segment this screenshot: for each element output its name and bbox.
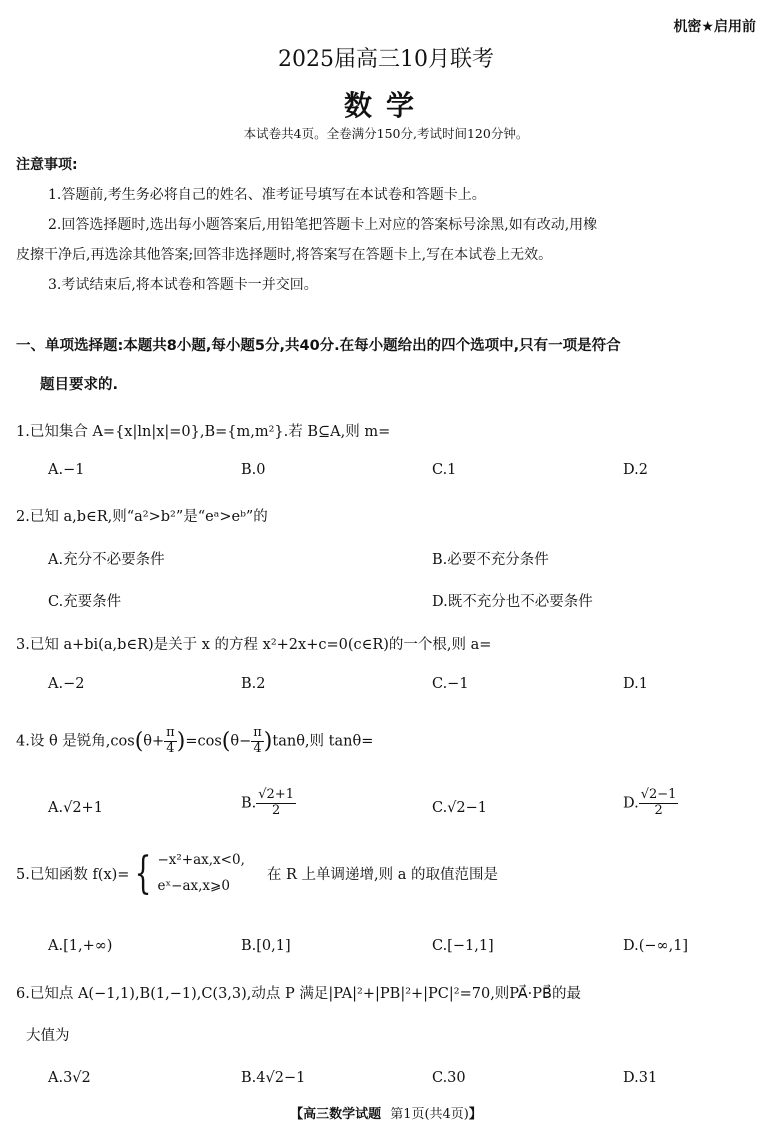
page-footer [0,1103,772,1122]
question-4-option-c: C.√2−1 [432,800,488,816]
question-4-stem-prefix: 4.设 θ 是锐角,cos [16,733,135,750]
pi-numerator-2: π [253,725,262,740]
question-1-option-c: C.1 [432,462,457,478]
section-heading-line-1: 一、单项选择题:本题共8小题,每小题5分,共40分.在每小题给出的四个选项中,只有一项是符合 [16,338,621,354]
question-6-option-a: A.3√2 [48,1070,91,1086]
question-4-stem-suffix: tanθ,则 tanθ= [272,733,374,750]
question-4-option-b: B. $\frac{√2+1}{2}$ [241,787,294,818]
subject-title: 数学 [343,89,428,122]
question-4-equals-cos: =cos [185,733,222,750]
notice-item-2-line-1: 2.回答选择题时,选出每小题答案后,用铅笔把答题卡上对应的答案标号涂黑,如有改动,用橡 [48,217,598,233]
left-brace-icon: { [135,847,152,899]
question-6-option-c: C.30 [432,1070,466,1086]
confidential-label: 机密★启用前 [673,19,756,35]
question-1-stem: 1.已知集合 A={x|ln|x|=0},B={m,m²}.若 B⊆A,则 m= [16,424,391,440]
question-4-option-a: A.√2+1 [48,800,103,816]
question-6-stem-line-2: 大值为 [26,1028,70,1044]
question-4-arg-2: θ− [230,733,252,750]
question-3-stem: 3.已知 a+bi(a,b∈R)是关于 x 的方程 x²+2x+c=0(c∈R)的一个根,则 a= [16,637,492,653]
question-2-stem: 2.已知 a,b∈R,则“a²>b²”是“eᵃ>eᵇ”的 [16,509,268,525]
question-6-stem-line-1: 6.已知点 A(−1,1),B(1,−1),C(3,3),动点 P 满足|PA|²+|PB|²+|PC|²=70,则PA⃗·PB⃗的最 [16,986,581,1002]
footer-label: 【高三数学试题 [290,1107,382,1122]
exam-title: 2025届高三10月联考 [278,47,494,72]
question-5-stem-suffix: 在 R 上单调递增,则 a 的取值范围是 [266,867,498,884]
question-1-option-d: D.2 [623,462,648,478]
four-denominator: 4 [166,740,175,756]
question-6-option-d: D.31 [623,1070,658,1086]
footer-close-bracket: 】 [468,1107,482,1122]
question-2-option-c: C.充要条件 [48,594,122,610]
question-5-option-c: C.[−1,1] [432,938,494,954]
pi-numerator: π [166,725,175,740]
notice-item-2-line-2: 皮擦干净后,再选涂其他答案;回答非选择题时,将答案写在答题卡上,写在本试卷上无效。 [16,247,553,263]
question-3-option-b: B.2 [241,676,266,692]
question-5-stem-prefix: 5.已知函数 f(x)= [16,867,130,884]
question-2-option-b: B.必要不充分条件 [432,552,549,568]
question-6-option-b: B.4√2−1 [241,1070,306,1086]
notice-item-3: 3.考试结束后,将本试卷和答题卡一并交回。 [48,277,318,293]
question-5-option-b: B.[0,1] [241,938,291,954]
question-3-option-d: D.1 [623,676,648,692]
question-3-option-a: A.−2 [48,676,85,692]
question-5-option-a: A.[1,+∞) [48,938,113,954]
question-4-arg-1: θ+ [143,733,165,750]
four-denominator-2: 4 [253,740,262,756]
question-2-option-d: D.既不充分也不必要条件 [432,594,593,610]
footer-page-number: 第1页(共4页) [390,1107,469,1122]
question-5-stem [16,848,498,899]
question-4-option-d: D. $\frac{√2-1}{2}$ [623,787,677,818]
notice-item-1: 1.答题前,考生务必将自己的姓名、准考证号填写在本试卷和答题卡上。 [48,187,486,203]
question-1-option-b: B.0 [241,462,266,478]
question-2-option-a: A.充分不必要条件 [48,552,165,568]
question-5-option-d: D.(−∞,1] [623,938,689,954]
question-5-piece-2: eˣ−ax,x⩾0 [157,877,230,894]
exam-info: 本试卷共4页。全卷满分150分,考试时间120分钟。 [243,126,529,141]
question-5-piece-1: −x²+ax,x<0, [157,852,245,868]
section-heading-line-2: 题目要求的. [40,377,119,393]
question-3-option-c: C.−1 [432,676,469,692]
question-1-option-a: A.−1 [48,462,85,478]
notice-heading: 注意事项: [16,157,78,173]
question-4-stem: 4.设 θ 是锐角,cos(θ+ $\frac{\pi}{4}$ )=cos(θ− $\frac{\pi}{4}$ )tanθ,则 tanθ= [16,725,374,756]
